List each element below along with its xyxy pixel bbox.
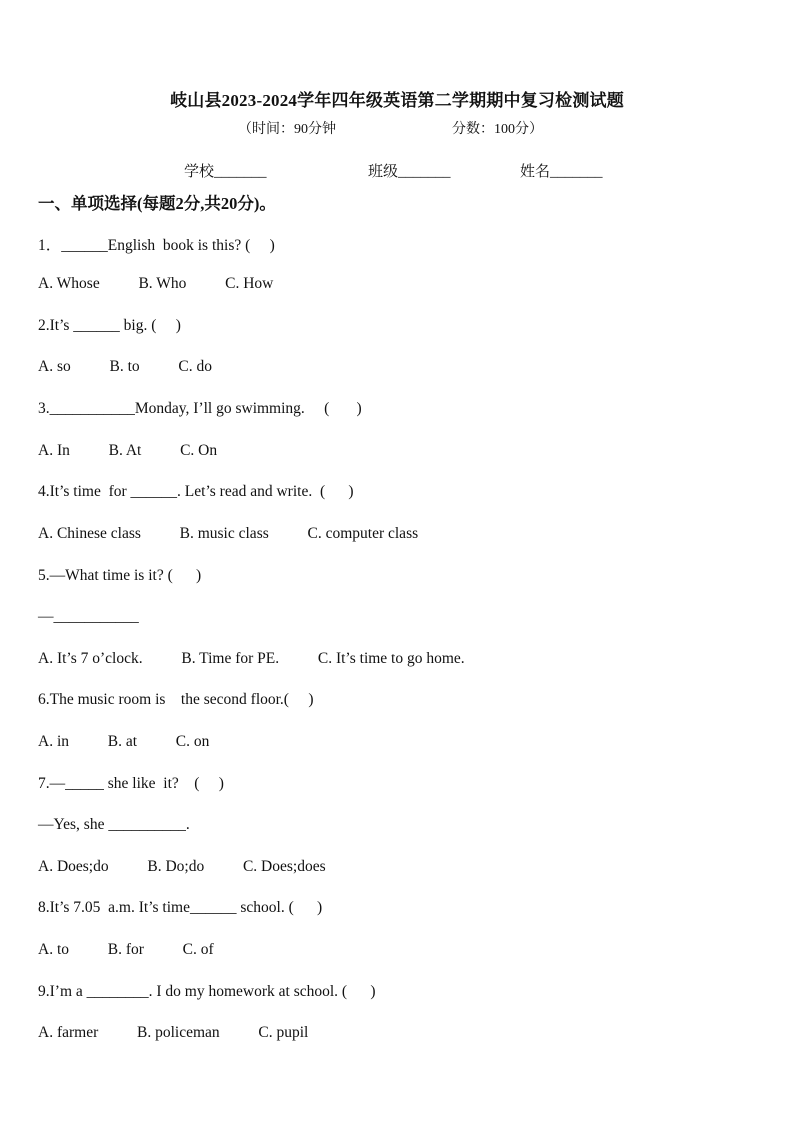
question-3: 3.___________Monday, I’ll go swimming. ( ): [38, 400, 362, 417]
options-1: A. Whose B. Who C. How: [38, 275, 274, 292]
question-2: 2.It’s ______ big. ( ): [38, 317, 181, 334]
options-5: A. It’s 7 o’clock. B. Time for PE. C. It’s time to go home.: [38, 650, 465, 667]
exam-time: （时间：90分钟: [238, 122, 336, 137]
options-2: A. so B. to C. do: [38, 358, 212, 375]
options-4: A. Chinese class B. music class C. computer class: [38, 525, 419, 542]
answer-line-5: —___________: [38, 608, 139, 625]
question-9: 9.I’m a ________. I do my homework at school. ( ): [38, 983, 376, 1000]
section-heading: 一、单项选择(每题2分,共20分)。: [38, 194, 276, 213]
exam-score: 分数：100分）: [452, 122, 543, 137]
options-7: A. Does;do B. Do;do C. Does;does: [38, 858, 326, 875]
question-1: 1．______English book is this? ( ): [38, 237, 275, 254]
options-9: A. farmer B. policeman C. pupil: [38, 1024, 309, 1041]
options-6: A. in B. at C. on: [38, 733, 210, 750]
question-7: 7.—_____ she like it? ( ): [38, 775, 224, 792]
answer-line-7: —Yes, she __________.: [38, 816, 190, 833]
question-5: 5.—What time is it? ( ): [38, 567, 202, 584]
options-3: A. In B. At C. On: [38, 442, 218, 459]
school-field: 学校_______: [184, 164, 267, 180]
options-8: A. to B. for C. of: [38, 941, 214, 958]
question-8: 8.It’s 7.05 a.m. It’s time______ school. ( ): [38, 899, 323, 916]
class-field: 班级_______: [368, 164, 451, 180]
question-4: 4.It’s time for ______. Let’s read and write. ( ): [38, 483, 354, 500]
question-6: 6.The music room is the second floor.( ): [38, 691, 314, 708]
exam-title: 岐山县2023-2024学年四年级英语第二学期期中复习检测试题: [170, 91, 624, 110]
name-field: 姓名_______: [520, 164, 603, 180]
